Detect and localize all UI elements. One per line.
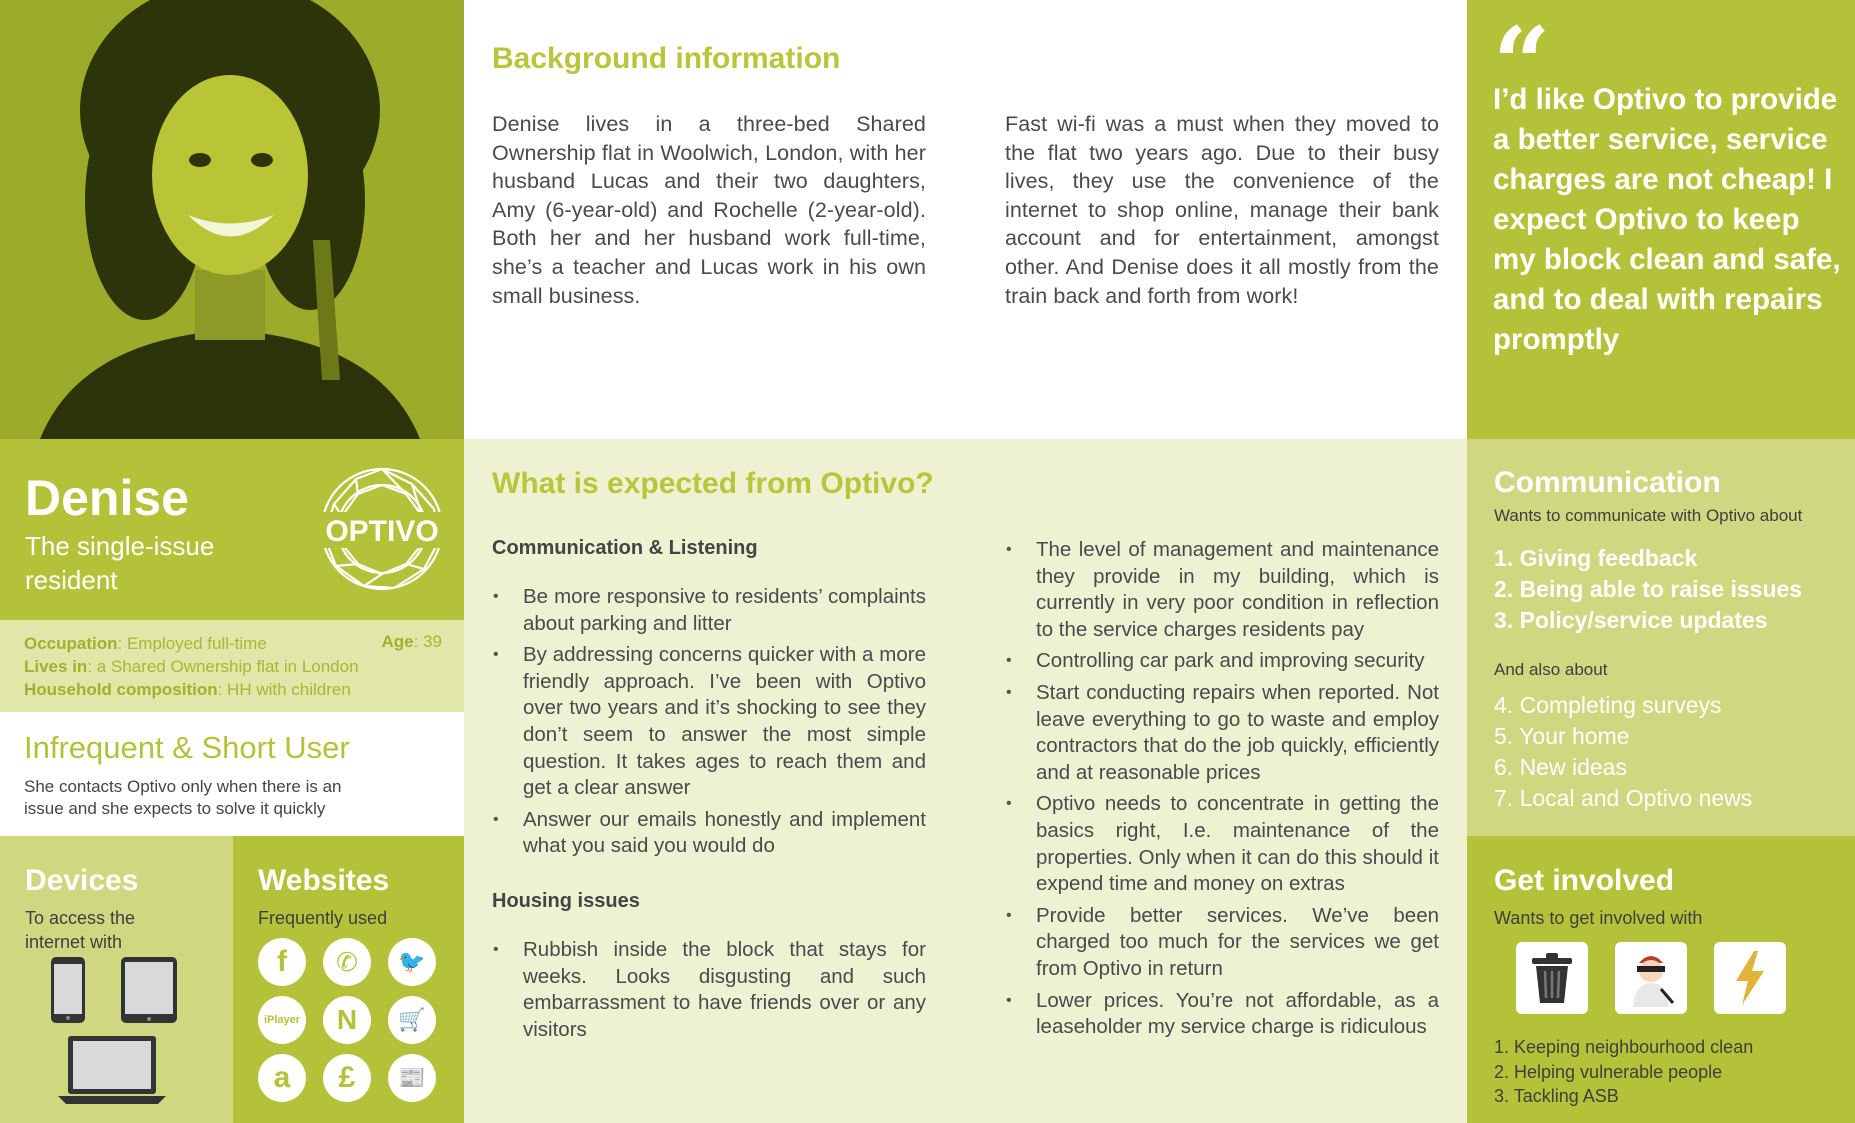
list-item: 3. Tackling ASB <box>1494 1086 1619 1106</box>
communication-listening-heading: Communication & Listening <box>492 537 758 559</box>
persona-role: The single-issue resident <box>25 531 215 595</box>
bank-pound-icon: £ <box>323 1054 371 1102</box>
news-icon: 📰 <box>388 1054 436 1102</box>
get-involved-title: Get involved <box>1494 864 1675 897</box>
list-item: • Start conducting repairs when reported. Not leave everything to go to waste and employ contractors that do the job quickly, efficiently and at reasonable prices <box>1005 680 1439 786</box>
occupation-line: Occupation: Employed full-time <box>24 634 267 653</box>
list-item: 7. Local and Optivo news <box>1494 785 1753 811</box>
background-info-section <box>464 0 1467 439</box>
shopping-cart-icon: 🛒 <box>388 996 436 1044</box>
user-type-title: Infrequent & Short User <box>24 730 350 765</box>
devices-title: Devices <box>25 864 139 897</box>
list-item: • Optivo needs to concentrate in getting the basics right, I.e. maintenance of the properties. Only when it can do this should it expend time and money on extras <box>1005 791 1439 897</box>
list-item: 1. Keeping neighbourhood clean <box>1494 1037 1754 1057</box>
household-line: Household composition: HH with children <box>24 680 351 699</box>
quote-mark-icon: “ <box>1493 5 1551 123</box>
communication-primary-list <box>1494 543 1802 636</box>
persona-photo <box>0 0 464 439</box>
tablet-icon <box>120 956 178 1024</box>
user-type-description: She contacts Optivo only when there is an issue and she expects to solve it quickly <box>24 777 342 818</box>
persona-portrait-image <box>0 0 464 439</box>
whatsapp-icon: ✆ <box>323 938 371 986</box>
websites-subtitle: Frequently used <box>258 908 388 928</box>
persona-quote <box>1467 0 1855 439</box>
list-item: • Lower prices. You’re not affordable, as a leaseholder my service charge is ridiculous <box>1005 988 1439 1041</box>
svg-text:OPTIVO: OPTIVO <box>325 515 439 548</box>
list-item: • The level of management and maintenance they provide in my building, which is currently in very poor condition in reflection to the service charges residents pay <box>1005 537 1439 643</box>
expectations-section <box>464 439 1467 1123</box>
background-paragraph-1: Denise lives in a three-bed Shared Ownership flat in Woolwich, London, with her husband Lucas and their two daughters, Amy (6-year-old) and Rochelle (2-year-old). Both her and her husband work full-time, she’s a teacher and Lucas work in his own small business. <box>492 112 926 308</box>
list-item: • Controlling car park and improving security <box>1005 648 1439 675</box>
housing-issues-heading: Housing issues <box>492 889 640 912</box>
persona-name: Denise <box>25 470 189 526</box>
get-involved-subtitle: Wants to get involved with <box>1494 908 1703 928</box>
list-item: • Provide better services. We’ve been charged too much for the services we get from Optivo in return <box>1005 903 1439 983</box>
list-item: • Be more responsive to residents’ complaints about parking and litter <box>492 584 926 637</box>
communication-listening-list <box>492 584 926 860</box>
list-item: 2. Helping vulnerable people <box>1494 1061 1723 1082</box>
lightning-icon <box>1714 942 1786 1014</box>
netflix-icon: N <box>323 996 371 1044</box>
list-item: 6. New ideas <box>1494 754 1627 780</box>
devices-section <box>0 836 233 1123</box>
trash-bin-icon <box>1516 942 1588 1014</box>
list-item: • Rubbish inside the block that stays for weeks. Looks disgusting and such embarrassment to have friends over or any visitors <box>492 937 926 1043</box>
list-item: 1. Giving feedback <box>1494 545 1698 571</box>
housing-issues-list <box>492 937 926 1043</box>
list-item: • By addressing concerns quicker with a more friendly approach. I’ve been with Optivo over two years and it’s shocking to see they don’t seem to answer the most simple question. It takes ages to reach them and get a clear answer <box>492 642 926 802</box>
amazon-icon: a <box>258 1054 306 1102</box>
get-involved-section <box>1467 836 1855 1123</box>
optivo-logo <box>316 464 448 594</box>
list-item: 3. Policy/service updates <box>1494 607 1768 633</box>
expectations-title: What is expected from Optivo? <box>492 467 934 500</box>
persona-header <box>0 439 464 620</box>
communication-subtitle: Wants to communicate with Optivo about <box>1494 506 1803 525</box>
background-paragraph-2: Fast wi-fi was a must when they moved to the flat two years ago. Due to their busy lives, they use the convenience of the internet to shop online, manage their bank account and for entertainment, amongst other. And Denise does it all mostly from the train back and forth from work! <box>1005 112 1439 308</box>
communication-also-label: And also about <box>1494 660 1608 679</box>
laptop-icon <box>58 1034 166 1104</box>
communication-section <box>1467 439 1855 836</box>
list-item: 5. Your home <box>1494 723 1630 749</box>
expectations-right-list <box>1005 537 1439 1041</box>
list-item: • Answer our emails honestly and implement what you said you would do <box>492 807 926 860</box>
lives-in-line: Lives in: a Shared Ownership flat in London <box>24 657 359 676</box>
list-item: 2. Being able to raise issues <box>1494 576 1803 602</box>
phone-icon <box>50 956 86 1024</box>
get-involved-list <box>1494 1035 1753 1109</box>
user-type-section <box>0 712 464 836</box>
quote-text: I’d like Optivo to provide a better service, service charges are not cheap! I expect Optivo to keep my block clean and safe, and to deal with repairs promptly <box>1493 83 1841 356</box>
websites-section <box>233 836 464 1123</box>
facebook-icon: f <box>258 938 306 986</box>
expectations-right-column <box>1005 537 1439 1046</box>
iplayer-icon: iPlayer <box>258 996 306 1044</box>
communication-title: Communication <box>1494 466 1721 499</box>
websites-title: Websites <box>258 864 390 897</box>
twitter-icon: 🐦 <box>388 938 436 986</box>
devices-subtitle: To access the internet with <box>25 908 136 952</box>
persona-details <box>0 620 464 712</box>
communication-secondary-list <box>1494 690 1752 814</box>
burglar-icon <box>1615 942 1687 1014</box>
expectations-left-column <box>492 537 926 1048</box>
list-item: 4. Completing surveys <box>1494 692 1722 718</box>
age-line: Age: 39 <box>381 632 442 651</box>
background-info-title: Background information <box>492 42 841 75</box>
